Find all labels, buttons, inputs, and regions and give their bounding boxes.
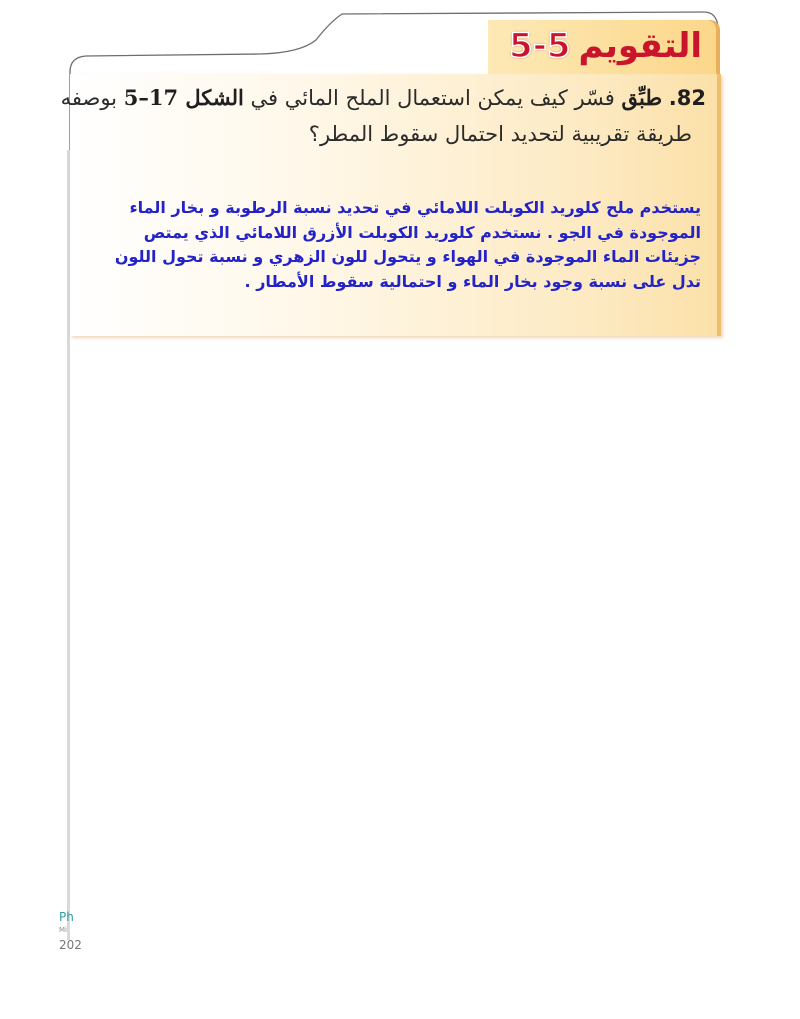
question-number: 82. [668,86,706,110]
figure-reference: الشكل 17–5 [123,85,244,110]
question-verb: طبِّق [621,85,663,110]
section-title [509,26,702,66]
answer-line: تدل على نسبة وجود بخار الماء و احتمالية سقوط الأمطار . [244,271,701,291]
question-line-1 [0,80,706,116]
section-title-word: التقويم [578,26,702,66]
publisher-logo-fragment: Ph [59,910,74,924]
copyright-year-fragment: 202 [59,938,82,952]
question-line-2: طريقة تقريبية لتحديد احتمال سقوط المطر؟ [308,122,692,146]
question-text-part1: فسّر كيف يمكن استعمال الملح المائي في [243,86,622,110]
question-text-part2: بوصفه [60,86,124,110]
publisher-subtext-fragment: Mi [59,926,67,934]
question-82 [0,80,706,152]
answer-line: جزيئات الماء الموجودة في الهواء و يتحول للون الزهري و نسبة تحول اللون [114,247,701,266]
section-header [488,20,716,74]
answer-text [98,196,701,294]
answer-line: يستخدم ملح كلوريد الكوبلت اللامائي في تحديد نسبة الرطوبة و بخار الماء [129,198,701,217]
answer-line: الموجودة في الجو . نستخدم كلوريد الكوبلت الأزرق اللامائي الذي يمتص [143,222,701,242]
section-number: 5-5 [509,26,571,66]
